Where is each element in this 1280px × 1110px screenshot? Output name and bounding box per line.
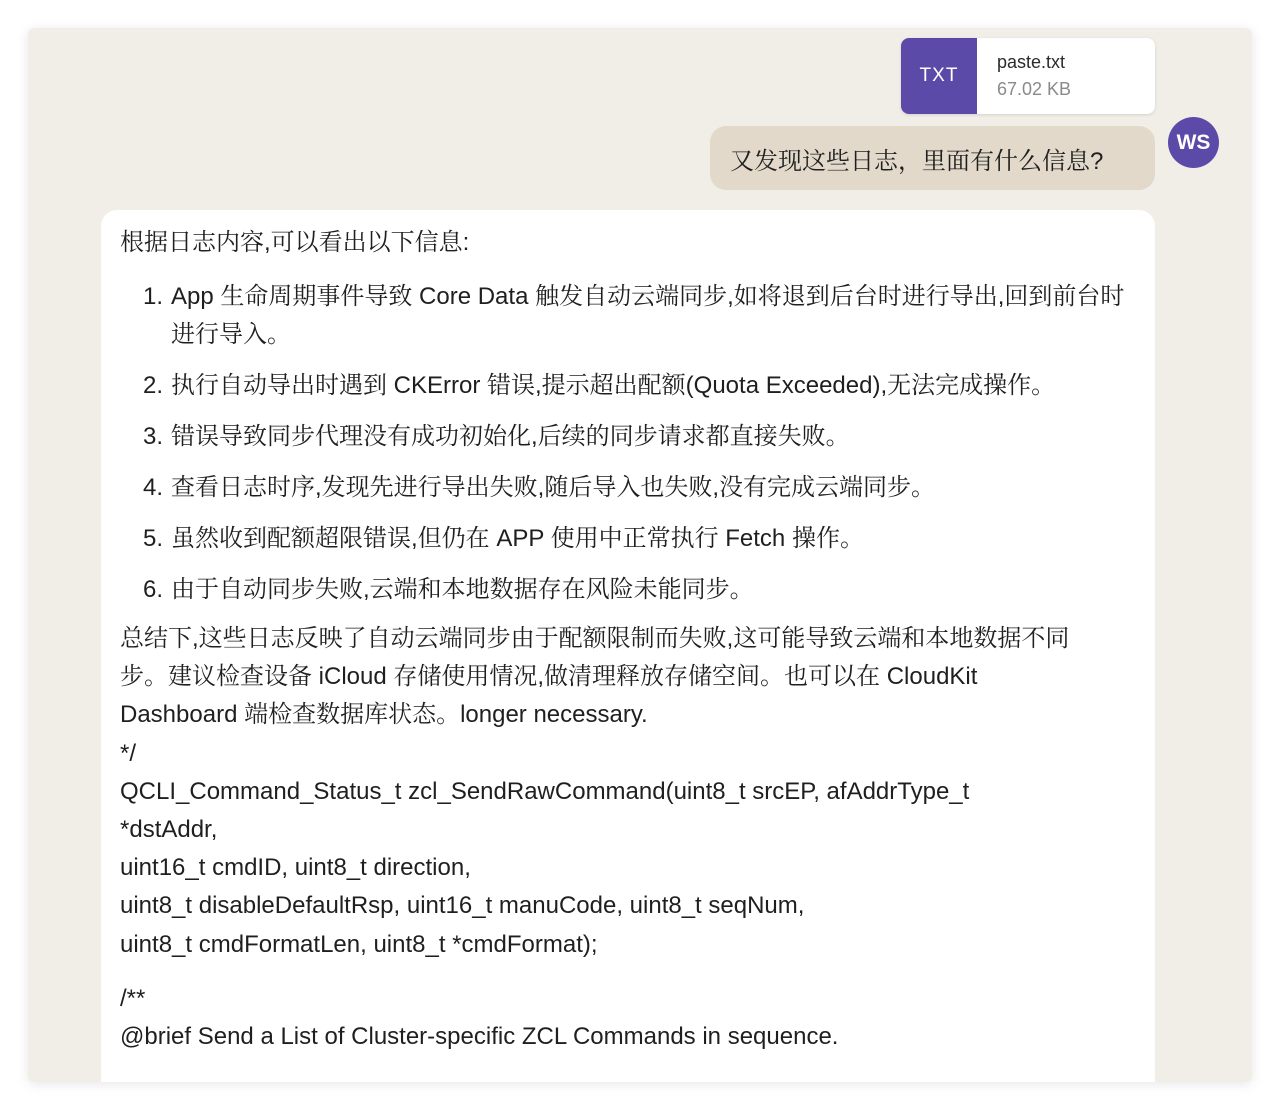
list-item-number: 6. <box>142 576 163 603</box>
list-item-text: 查看日志时序,发现先进行导出失败,随后导入也失败,没有完成云端同步。 <box>171 474 936 501</box>
summary-line: uint8_t cmdFormatLen, uint8_t *cmdFormat); <box>120 930 598 958</box>
summary-line: */ <box>120 739 137 767</box>
file-size: 67.02 KB <box>997 79 1072 99</box>
doc-line: /** <box>120 984 146 1012</box>
list-item-text: 执行自动导出时遇到 CKError 错误,提示超出配额(Quota Exceeded),无法完成操作。 <box>171 372 1056 399</box>
reply-points-list <box>120 278 1135 609</box>
list-item <box>120 520 1135 558</box>
list-item-text: 错误导致同步代理没有成功初始化,后续的同步请求都直接失败。 <box>171 423 850 450</box>
list-item-text: 由于自动同步失败,云端和本地数据存在风险未能同步。 <box>171 576 754 603</box>
file-meta <box>977 38 1071 114</box>
list-item-number: 4. <box>142 474 163 501</box>
list-item <box>120 418 1135 456</box>
summary-line: 总结下,这些日志反映了自动云端同步由于配额限制而失败,这可能导致云端和本地数据不同 <box>120 625 1070 652</box>
assistant-reply-card <box>101 210 1155 1082</box>
file-name: paste.txt <box>997 52 1066 72</box>
list-item-number: 1. <box>142 283 163 310</box>
doc-line: @brief Send a List of Cluster-specific ZCL Commands in sequence. <box>120 1023 839 1051</box>
list-item-text: App 生命周期事件导致 Core Data 触发自动云端同步,如将退到后台时进行导出,回到前台时进行导入。 <box>171 283 1125 348</box>
reply-intro: 根据日志内容,可以看出以下信息: <box>120 229 470 256</box>
list-item-text: 虽然收到配额超限错误,但仍在 APP 使用中正常执行 Fetch 操作。 <box>171 525 864 552</box>
list-item <box>120 278 1135 354</box>
summary-line: uint8_t disableDefaultRsp, uint16_t manuCode, uint8_t seqNum, <box>120 892 805 920</box>
reply-summary <box>120 620 1135 964</box>
summary-line: uint16_t cmdID, uint8_t direction, <box>120 854 471 882</box>
list-item <box>120 367 1135 405</box>
list-item <box>120 469 1135 507</box>
summary-line: *dstAddr, <box>120 816 218 844</box>
list-item-number: 2. <box>142 372 163 399</box>
file-type-badge: TXT <box>901 38 977 114</box>
list-item <box>120 571 1135 609</box>
summary-line: QCLI_Command_Status_t zcl_SendRawCommand(uint8_t srcEP, afAddrType_t <box>120 777 970 805</box>
summary-line: Dashboard 端检查数据库状态。longer necessary. <box>120 701 648 729</box>
user-message-text: 又发现这些日志，里面有什么信息? <box>730 147 1104 175</box>
list-item-number: 3. <box>142 423 163 450</box>
list-item-number: 5. <box>142 525 163 552</box>
chat-window <box>28 28 1252 1082</box>
user-message-bubble <box>710 126 1155 190</box>
file-attachment-card[interactable] <box>901 38 1155 114</box>
user-avatar[interactable]: WS <box>1168 117 1219 168</box>
summary-line: 步。建议检查设备 iCloud 存储使用情况,做清理释放存储空间。也可以在 CloudKit <box>120 663 978 691</box>
reply-doc-comment <box>120 980 1135 1056</box>
